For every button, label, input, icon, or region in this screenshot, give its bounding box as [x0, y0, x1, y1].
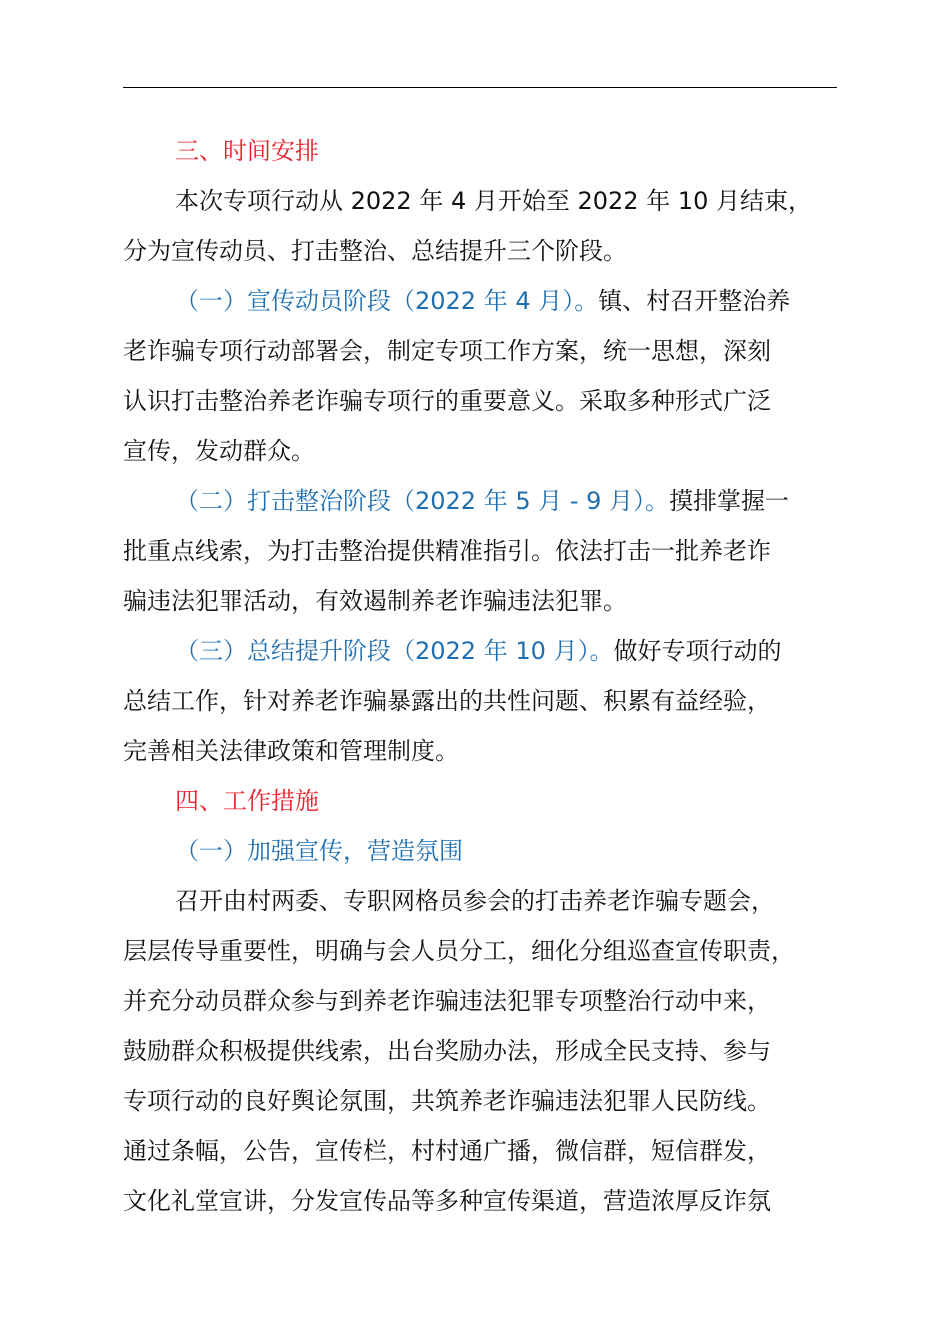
phase1-line: 宣传，发动群众。	[123, 437, 315, 465]
phase3-title: （三）总结提升阶段（2022 年 10 月）。	[175, 637, 614, 665]
measure1-line: 并充分动员群众参与到养老诈骗违法犯罪专项整治行动中来，	[123, 987, 771, 1015]
phase1-first-line-text: 镇、村召开整治养	[598, 287, 791, 315]
phase1-line: 老诈骗专项行动部署会，制定专项工作方案，统一思想，深刻	[123, 337, 771, 365]
phase3-line: 总结工作，针对养老诈骗暴露出的共性问题、积累有益经验，	[123, 687, 771, 715]
phase3-line: 完善相关法律政策和管理制度。	[123, 737, 459, 765]
measure1-line: 鼓励群众积极提供线索，出台奖励办法，形成全民支持、参与	[123, 1037, 771, 1065]
header-rule	[123, 87, 837, 88]
measure1-line: 召开由村两委、专职网格员参会的打击养老诈骗专题会，	[175, 887, 775, 915]
measure1-line: 文化礼堂宣讲，分发宣传品等多种宣传渠道，营造浓厚反诈氛	[123, 1187, 771, 1215]
section-heading-schedule: 三、时间安排	[175, 137, 319, 165]
phase1-title: （一）宣传动员阶段（2022 年 4 月）。	[175, 287, 599, 315]
phase2-line: 骗违法犯罪活动，有效遏制养老诈骗违法犯罪。	[123, 587, 627, 615]
measure1-line: 专项行动的良好舆论氛围，共筑养老诈骗违法犯罪人民防线。	[123, 1087, 771, 1115]
schedule-intro-line-2: 分为宣传动员、打击整治、总结提升三个阶段。	[123, 237, 627, 265]
schedule-intro-line-1: 本次专项行动从 2022 年 4 月开始至 2022 年 10 月结束，	[175, 187, 812, 215]
document-body	[123, 126, 853, 1226]
phase2-title: （二）打击整治阶段（2022 年 5 月 - 9 月）。	[175, 487, 670, 515]
section-heading-measures: 四、工作措施	[175, 787, 319, 815]
phase2-first-line	[123, 476, 853, 526]
measure1-line: 层层传导重要性，明确与会人员分工，细化分组巡查宣传职责，	[123, 937, 795, 965]
phase3-first-line	[123, 626, 853, 676]
phase3-first-line-text: 做好专项行动的	[613, 637, 782, 665]
phase1-line: 认识打击整治养老诈骗专项行的重要意义。采取多种形式广泛	[123, 387, 771, 415]
phase1-first-line	[123, 276, 853, 326]
measure1-line: 通过条幅，公告，宣传栏，村村通广播，微信群，短信群发，	[123, 1137, 771, 1165]
measure1-title: （一）加强宣传，营造氛围	[175, 837, 463, 865]
phase2-line: 批重点线索，为打击整治提供精准指引。依法打击一批养老诈	[123, 537, 771, 565]
phase2-first-line-text: 摸排掌握一	[669, 487, 790, 515]
